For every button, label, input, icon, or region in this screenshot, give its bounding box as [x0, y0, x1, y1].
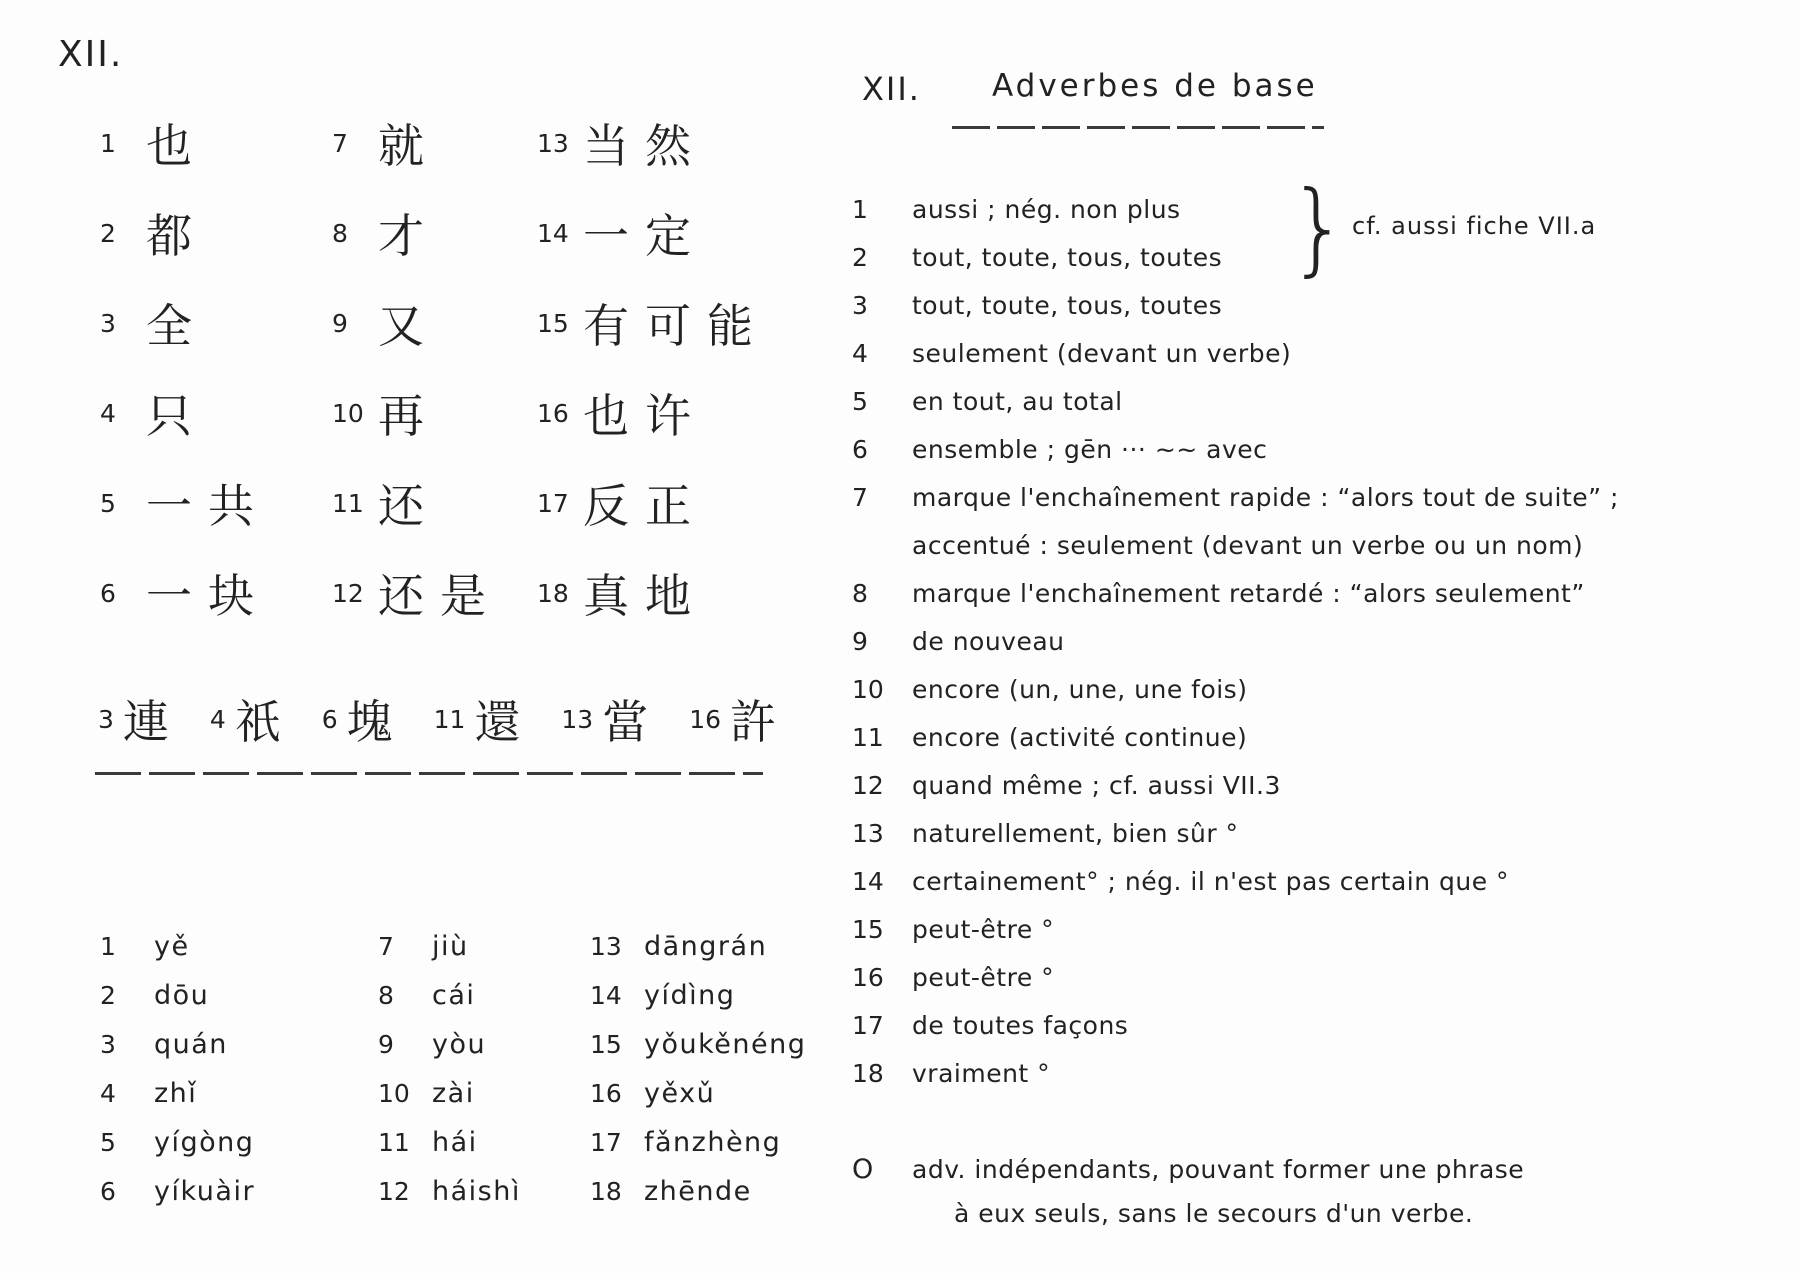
hanzi-number: 10 — [332, 398, 364, 428]
pinyin-number: 9 — [378, 1030, 394, 1059]
entry-text: marque l'enchaînement rapide : “alors tout de suite” ; — [912, 483, 1619, 512]
hanzi-number: 7 — [332, 128, 348, 158]
footnote-line: adv. indépendants, pouvant former une phrase — [912, 1155, 1525, 1184]
hanzi-cell — [332, 368, 537, 458]
pinyin-cell — [378, 922, 590, 971]
pinyin-text: cái — [432, 980, 476, 1011]
hanzi-cell — [332, 188, 537, 278]
definition-entry — [852, 570, 1782, 618]
hanzi-number: 2 — [100, 218, 116, 248]
hanzi-cell — [332, 98, 537, 188]
hanzi-cell — [100, 368, 332, 458]
hanzi-number: 17 — [537, 488, 569, 518]
definition-entry — [852, 1050, 1782, 1098]
definition-entry — [852, 666, 1782, 714]
hanzi-text: 有可能 — [583, 299, 769, 353]
pinyin-cell — [100, 1020, 378, 1069]
hanzi-text: 再 — [378, 389, 440, 443]
pinyin-number: 12 — [378, 1177, 410, 1206]
entry-text: de nouveau — [912, 627, 1065, 656]
definition-entry — [852, 1002, 1782, 1050]
footnote-marker: O — [852, 1154, 874, 1185]
pinyin-cell — [100, 1118, 378, 1167]
variant-char: 祇 — [234, 695, 281, 749]
page-title: Adverbes de base — [992, 68, 1318, 104]
pinyin-cell — [590, 1118, 890, 1167]
title-underline — [952, 126, 1324, 129]
pinyin-number: 10 — [378, 1079, 410, 1108]
entry-number: 9 — [852, 627, 868, 656]
pinyin-text: hái — [432, 1127, 478, 1158]
pinyin-number: 11 — [378, 1128, 410, 1157]
hanzi-number: 11 — [332, 488, 364, 518]
brace-glyph: } — [1288, 169, 1350, 287]
pinyin-cell — [100, 1069, 378, 1118]
pinyin-cell — [590, 1069, 890, 1118]
pinyin-text: yě — [154, 931, 190, 962]
hanzi-text: 又 — [378, 299, 440, 353]
hanzi-number: 14 — [537, 218, 569, 248]
hanzi-number: 18 — [537, 578, 569, 608]
pinyin-cell — [100, 922, 378, 971]
pinyin-text: háishì — [432, 1176, 521, 1207]
pinyin-number: 7 — [378, 932, 394, 961]
variant-char: 當 — [602, 695, 649, 749]
pinyin-number: 8 — [378, 981, 394, 1010]
entry-text: encore (un, une, une fois) — [912, 675, 1248, 704]
pinyin-text: dōu — [154, 980, 210, 1011]
pinyin-number: 16 — [590, 1079, 622, 1108]
hanzi-cell — [332, 548, 537, 638]
variant-item — [434, 686, 521, 752]
variant-item — [210, 686, 281, 752]
pinyin-cell — [378, 971, 590, 1020]
definition-entry — [852, 618, 1782, 666]
definition-entry — [852, 810, 1782, 858]
entry-number: 6 — [852, 435, 868, 464]
hanzi-text: 反正 — [583, 479, 707, 533]
hanzi-number: 8 — [332, 218, 348, 248]
entry-text-continued: accentué : seulement (devant un verbe ou un nom) — [912, 531, 1584, 560]
hanzi-number: 1 — [100, 128, 116, 158]
hanzi-text: 一定 — [583, 209, 707, 263]
entry-number: 3 — [852, 291, 868, 320]
pinyin-text: zhǐ — [154, 1078, 198, 1109]
pinyin-cell — [590, 922, 890, 971]
hanzi-text: 也许 — [583, 389, 707, 443]
cross-reference-note: cf. aussi fiche VII.a — [1352, 212, 1597, 240]
entry-text: tout, toute, tous, toutes — [912, 291, 1223, 320]
hanzi-text: 也 — [146, 119, 208, 173]
footnote — [852, 1148, 1524, 1236]
variant-item — [98, 686, 169, 752]
hanzi-text: 就 — [378, 119, 440, 173]
pinyin-number: 13 — [590, 932, 622, 961]
pinyin-text: yídìng — [644, 980, 736, 1011]
entry-number: 10 — [852, 675, 884, 704]
hanzi-text: 只 — [146, 389, 208, 443]
definitions-list — [852, 186, 1782, 1098]
variant-item — [561, 686, 648, 752]
hanzi-text: 一共 — [146, 479, 270, 533]
entry-text: peut-être ° — [912, 915, 1055, 944]
traditional-variants-row — [98, 686, 776, 752]
definition-entry — [852, 906, 1782, 954]
pinyin-cell — [100, 1167, 378, 1216]
entry-number: 13 — [852, 819, 884, 848]
hanzi-cell — [100, 458, 332, 548]
entry-text: encore (activité continue) — [912, 723, 1248, 752]
entry-number: 7 — [852, 483, 868, 512]
pinyin-text: yígòng — [154, 1127, 255, 1158]
hanzi-text: 一块 — [146, 569, 270, 623]
entry-number: 14 — [852, 867, 884, 896]
hanzi-text: 当然 — [583, 119, 707, 173]
hanzi-cell — [332, 278, 537, 368]
hanzi-cell — [100, 548, 332, 638]
pinyin-number: 6 — [100, 1177, 116, 1206]
variant-number: 6 — [321, 704, 338, 734]
hanzi-number: 9 — [332, 308, 348, 338]
hanzi-cell — [537, 188, 867, 278]
variant-number: 4 — [209, 704, 226, 734]
entry-number: 4 — [852, 339, 868, 368]
variant-char: 塊 — [346, 695, 393, 749]
entry-number: 2 — [852, 243, 868, 272]
pinyin-cell — [378, 1020, 590, 1069]
entry-text: quand même ; cf. aussi VII.3 — [912, 771, 1281, 800]
definition-entry — [852, 474, 1782, 570]
definition-entry — [852, 762, 1782, 810]
hanzi-cell — [100, 98, 332, 188]
definition-entry — [852, 954, 1782, 1002]
pinyin-number: 17 — [590, 1128, 622, 1157]
pinyin-number: 4 — [100, 1079, 116, 1108]
variant-item — [322, 686, 393, 752]
entry-number: 15 — [852, 915, 884, 944]
hanzi-text: 全 — [146, 299, 208, 353]
variant-number: 11 — [433, 704, 466, 734]
entry-number: 1 — [852, 195, 868, 224]
hanzi-cell — [332, 458, 537, 548]
variant-item — [689, 686, 776, 752]
right-section-label: XII. — [862, 70, 921, 108]
pinyin-text: quán — [154, 1029, 228, 1060]
hanzi-number: 15 — [537, 308, 569, 338]
horizontal-divider — [95, 772, 763, 775]
pinyin-cell — [590, 1167, 890, 1216]
pinyin-cell — [378, 1167, 590, 1216]
entry-text: tout, toute, tous, toutes — [912, 243, 1223, 272]
pinyin-text: dāngrán — [644, 931, 768, 962]
hanzi-cell — [537, 368, 867, 458]
entry-number: 8 — [852, 579, 868, 608]
hanzi-cell — [100, 278, 332, 368]
pinyin-number: 15 — [590, 1030, 622, 1059]
hanzi-text: 还是 — [378, 569, 502, 623]
pinyin-number: 2 — [100, 981, 116, 1010]
hanzi-cell — [537, 98, 867, 188]
pinyin-number: 3 — [100, 1030, 116, 1059]
entry-number: 16 — [852, 963, 884, 992]
definition-entry — [852, 426, 1782, 474]
pinyin-text: yěxǔ — [644, 1078, 716, 1109]
pinyin-number: 1 — [100, 932, 116, 961]
entry-text: marque l'enchaînement retardé : “alors seulement” — [912, 579, 1585, 608]
entry-text: ensemble ; gēn ··· ~~ avec — [912, 435, 1268, 464]
entry-text: naturellement, bien sûr ° — [912, 819, 1239, 848]
hanzi-number: 3 — [100, 308, 116, 338]
pinyin-cell — [100, 971, 378, 1020]
entry-text: peut-être ° — [912, 963, 1055, 992]
pinyin-cell — [378, 1069, 590, 1118]
hanzi-cell — [537, 278, 867, 368]
pinyin-text: jiù — [432, 931, 469, 962]
entry-number: 18 — [852, 1059, 884, 1088]
hanzi-text: 还 — [378, 479, 440, 533]
hanzi-cell — [537, 548, 867, 638]
pinyin-text: yíkuàir — [154, 1176, 256, 1207]
definition-entry — [852, 858, 1782, 906]
hanzi-grid — [100, 98, 867, 638]
hanzi-number: 4 — [100, 398, 116, 428]
variant-char: 連 — [122, 695, 169, 749]
hanzi-cell — [537, 458, 867, 548]
pinyin-text: yǒukěnéng — [644, 1029, 807, 1060]
hanzi-text: 才 — [378, 209, 440, 263]
entry-text: de toutes façons — [912, 1011, 1129, 1040]
left-section-label: XII. — [58, 34, 124, 75]
hanzi-text: 真地 — [583, 569, 707, 623]
pinyin-text: zài — [432, 1078, 475, 1109]
entry-number: 5 — [852, 387, 868, 416]
entry-number: 11 — [852, 723, 884, 752]
pinyin-number: 18 — [590, 1177, 622, 1206]
entry-text: certainement° ; nég. il n'est pas certain que ° — [912, 867, 1510, 896]
definition-entry — [852, 714, 1782, 762]
hanzi-number: 12 — [332, 578, 364, 608]
hanzi-number: 6 — [100, 578, 116, 608]
pinyin-number: 14 — [590, 981, 622, 1010]
definition-entry — [852, 282, 1782, 330]
pinyin-text: yòu — [432, 1029, 487, 1060]
hanzi-text: 都 — [146, 209, 208, 263]
footnote-line: à eux seuls, sans le secours d'un verbe. — [954, 1199, 1474, 1228]
pinyin-cell — [590, 971, 890, 1020]
hanzi-number: 13 — [537, 128, 569, 158]
entry-number: 12 — [852, 771, 884, 800]
hanzi-number: 5 — [100, 488, 116, 518]
entry-number: 17 — [852, 1011, 884, 1040]
variant-char: 許 — [730, 695, 776, 749]
entry-text: seulement (devant un verbe) — [912, 339, 1292, 368]
definition-entry — [852, 378, 1782, 426]
entry-text: en tout, au total — [912, 387, 1123, 416]
variant-number: 3 — [98, 704, 114, 734]
variant-number: 13 — [561, 704, 594, 734]
pinyin-cell — [590, 1020, 890, 1069]
pinyin-text: fǎnzhèng — [644, 1127, 782, 1158]
entry-text: aussi ; nég. non plus — [912, 195, 1181, 224]
entry-text: vraiment ° — [912, 1059, 1051, 1088]
hanzi-cell — [100, 188, 332, 278]
definition-entry — [852, 330, 1782, 378]
pinyin-number: 5 — [100, 1128, 116, 1157]
hanzi-number: 16 — [537, 398, 569, 428]
pinyin-grid — [100, 922, 890, 1216]
variant-char: 還 — [474, 695, 521, 749]
pinyin-text: zhēnde — [644, 1176, 752, 1207]
pinyin-cell — [378, 1118, 590, 1167]
variant-number: 16 — [689, 704, 721, 734]
